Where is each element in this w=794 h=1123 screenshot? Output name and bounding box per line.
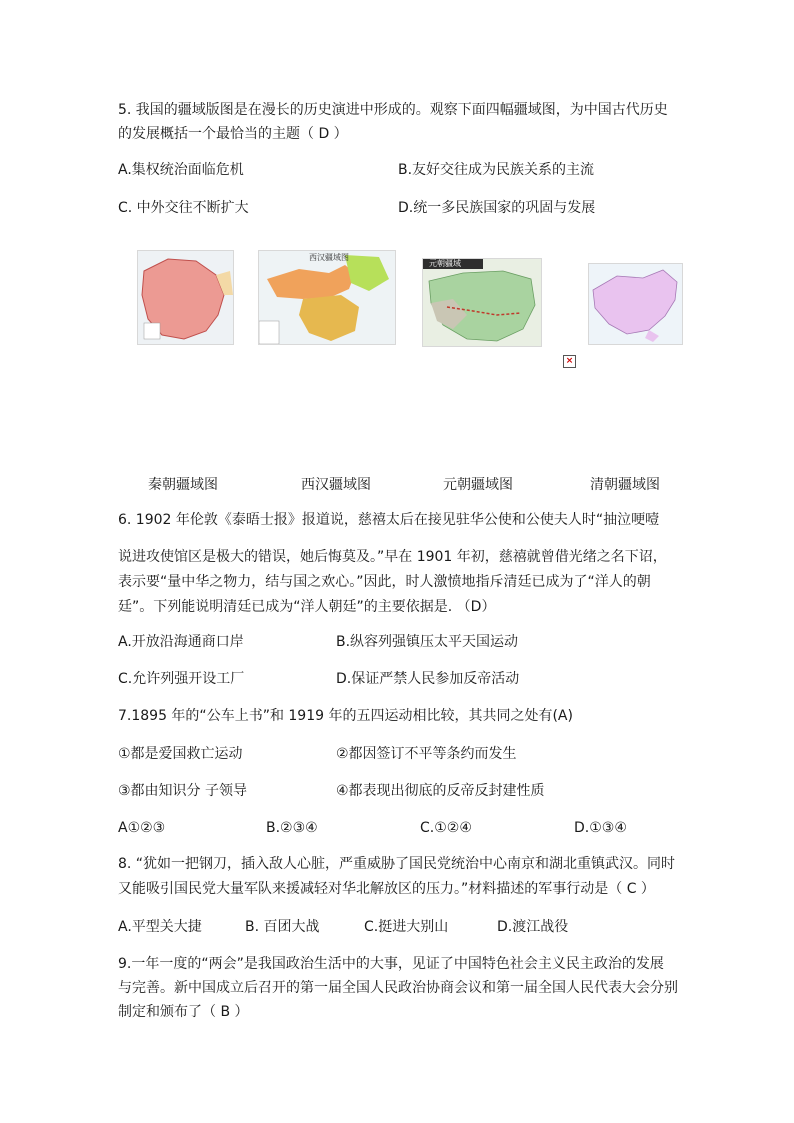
caption-qing: 清朝疆域图 — [590, 477, 660, 493]
q9-line-1: 9.一年一度的“两会”是我国政治生活中的大事，见证了中国特色社会主义民主政治的发展 — [118, 956, 664, 972]
yuan-dynasty-map — [422, 258, 542, 347]
yuan-map-title: 元朝疆域 — [429, 259, 461, 268]
q7-statement-3: ③都由知识分 子领导 — [118, 783, 248, 799]
qin-dynasty-map — [137, 250, 234, 345]
q6-line-4: 廷”。下列能说明清廷已成为“洋人朝廷”的主要依据是. （D） — [118, 599, 496, 615]
q7-option-d: D.①③④ — [574, 820, 627, 836]
q7-statement-4: ④都表现出彻底的反帝反封建性质 — [336, 783, 545, 799]
q7-option-c: C.①②④ — [420, 820, 472, 836]
q6-option-b: B.纵容列强镇压太平天国运动 — [336, 634, 519, 650]
broken-image-icon: × — [563, 355, 576, 368]
q6-line-2: 说进攻使馆区是极大的错误，她后悔莫及。”早在 1901 年初，慈禧就曾借光绪之名下诏， — [118, 549, 667, 565]
caption-western-han: 西汉疆域图 — [301, 477, 371, 493]
q8-option-b: B. 百团大战 — [245, 919, 320, 935]
qing-dynasty-map — [588, 263, 683, 345]
western-han-map-title: 西汉疆域图 — [309, 253, 349, 262]
q7-option-b: B.②③④ — [266, 820, 318, 836]
q8-option-d: D.渡江战役 — [497, 919, 569, 935]
q7-option-a: A①②③ — [118, 820, 166, 836]
western-han-map — [258, 250, 396, 345]
q5-option-d: D.统一多民族国家的巩固与发展 — [398, 200, 596, 216]
q5-line-2: 的发展概括一个最恰当的主题（ D ） — [118, 126, 348, 142]
q5-line-1: 5. 我国的疆域版图是在漫长的历史演进中形成的。观察下面四幅疆域图，为中国古代历史 — [118, 102, 668, 118]
q8-option-c: C.挺进大别山 — [364, 919, 449, 935]
q9-line-3: 制定和颁布了（ B ） — [118, 1004, 249, 1020]
q5-option-b: B.友好交往成为民族关系的主流 — [398, 162, 595, 178]
q6-option-c: C.允许列强开设工厂 — [118, 671, 245, 687]
q7-statement-2: ②都因签订不平等条约而发生 — [336, 746, 517, 762]
q7-statement-1: ①都是爱国救亡运动 — [118, 746, 243, 762]
q6-option-a: A.开放沿海通商口岸 — [118, 634, 244, 650]
q6-line-3: 表示要“量中华之物力，结与国之欢心。”因此，时人激愤地指斥清廷已成为了“洋人的朝 — [118, 574, 651, 590]
q8-line-1: 8. “犹如一把钢刀，插入敌人心脏，严重威胁了国民党统治中心南京和湖北重镇武汉。同时 — [118, 856, 676, 872]
q8-line-2: 又能吸引国民党大量军队来援减轻对华北解放区的压力。”材料描述的军事行动是（ C ） — [118, 881, 655, 897]
caption-yuan: 元朝疆域图 — [443, 477, 513, 493]
q9-line-2: 与完善。新中国成立后召开的第一届全国人民政治协商会议和第一届全国人民代表大会分别 — [118, 980, 678, 996]
q6-option-d: D.保证严禁人民参加反帝活动 — [336, 671, 520, 687]
q6-line-1: 6. 1902 年伦敦《泰晤士报》报道说，慈禧太后在接见驻华公使和公使夫人时“抽泣哽噎 — [118, 512, 660, 528]
q7-line-1: 7.1895 年的“公车上书”和 1919 年的五四运动相比较，其共同之处有(A) — [118, 708, 573, 724]
q5-option-c: C. 中外交往不断扩大 — [118, 200, 249, 216]
caption-qin: 秦朝疆域图 — [148, 477, 218, 493]
q8-option-a: A.平型关大捷 — [118, 919, 202, 935]
q5-option-a: A.集权统治面临危机 — [118, 162, 244, 178]
